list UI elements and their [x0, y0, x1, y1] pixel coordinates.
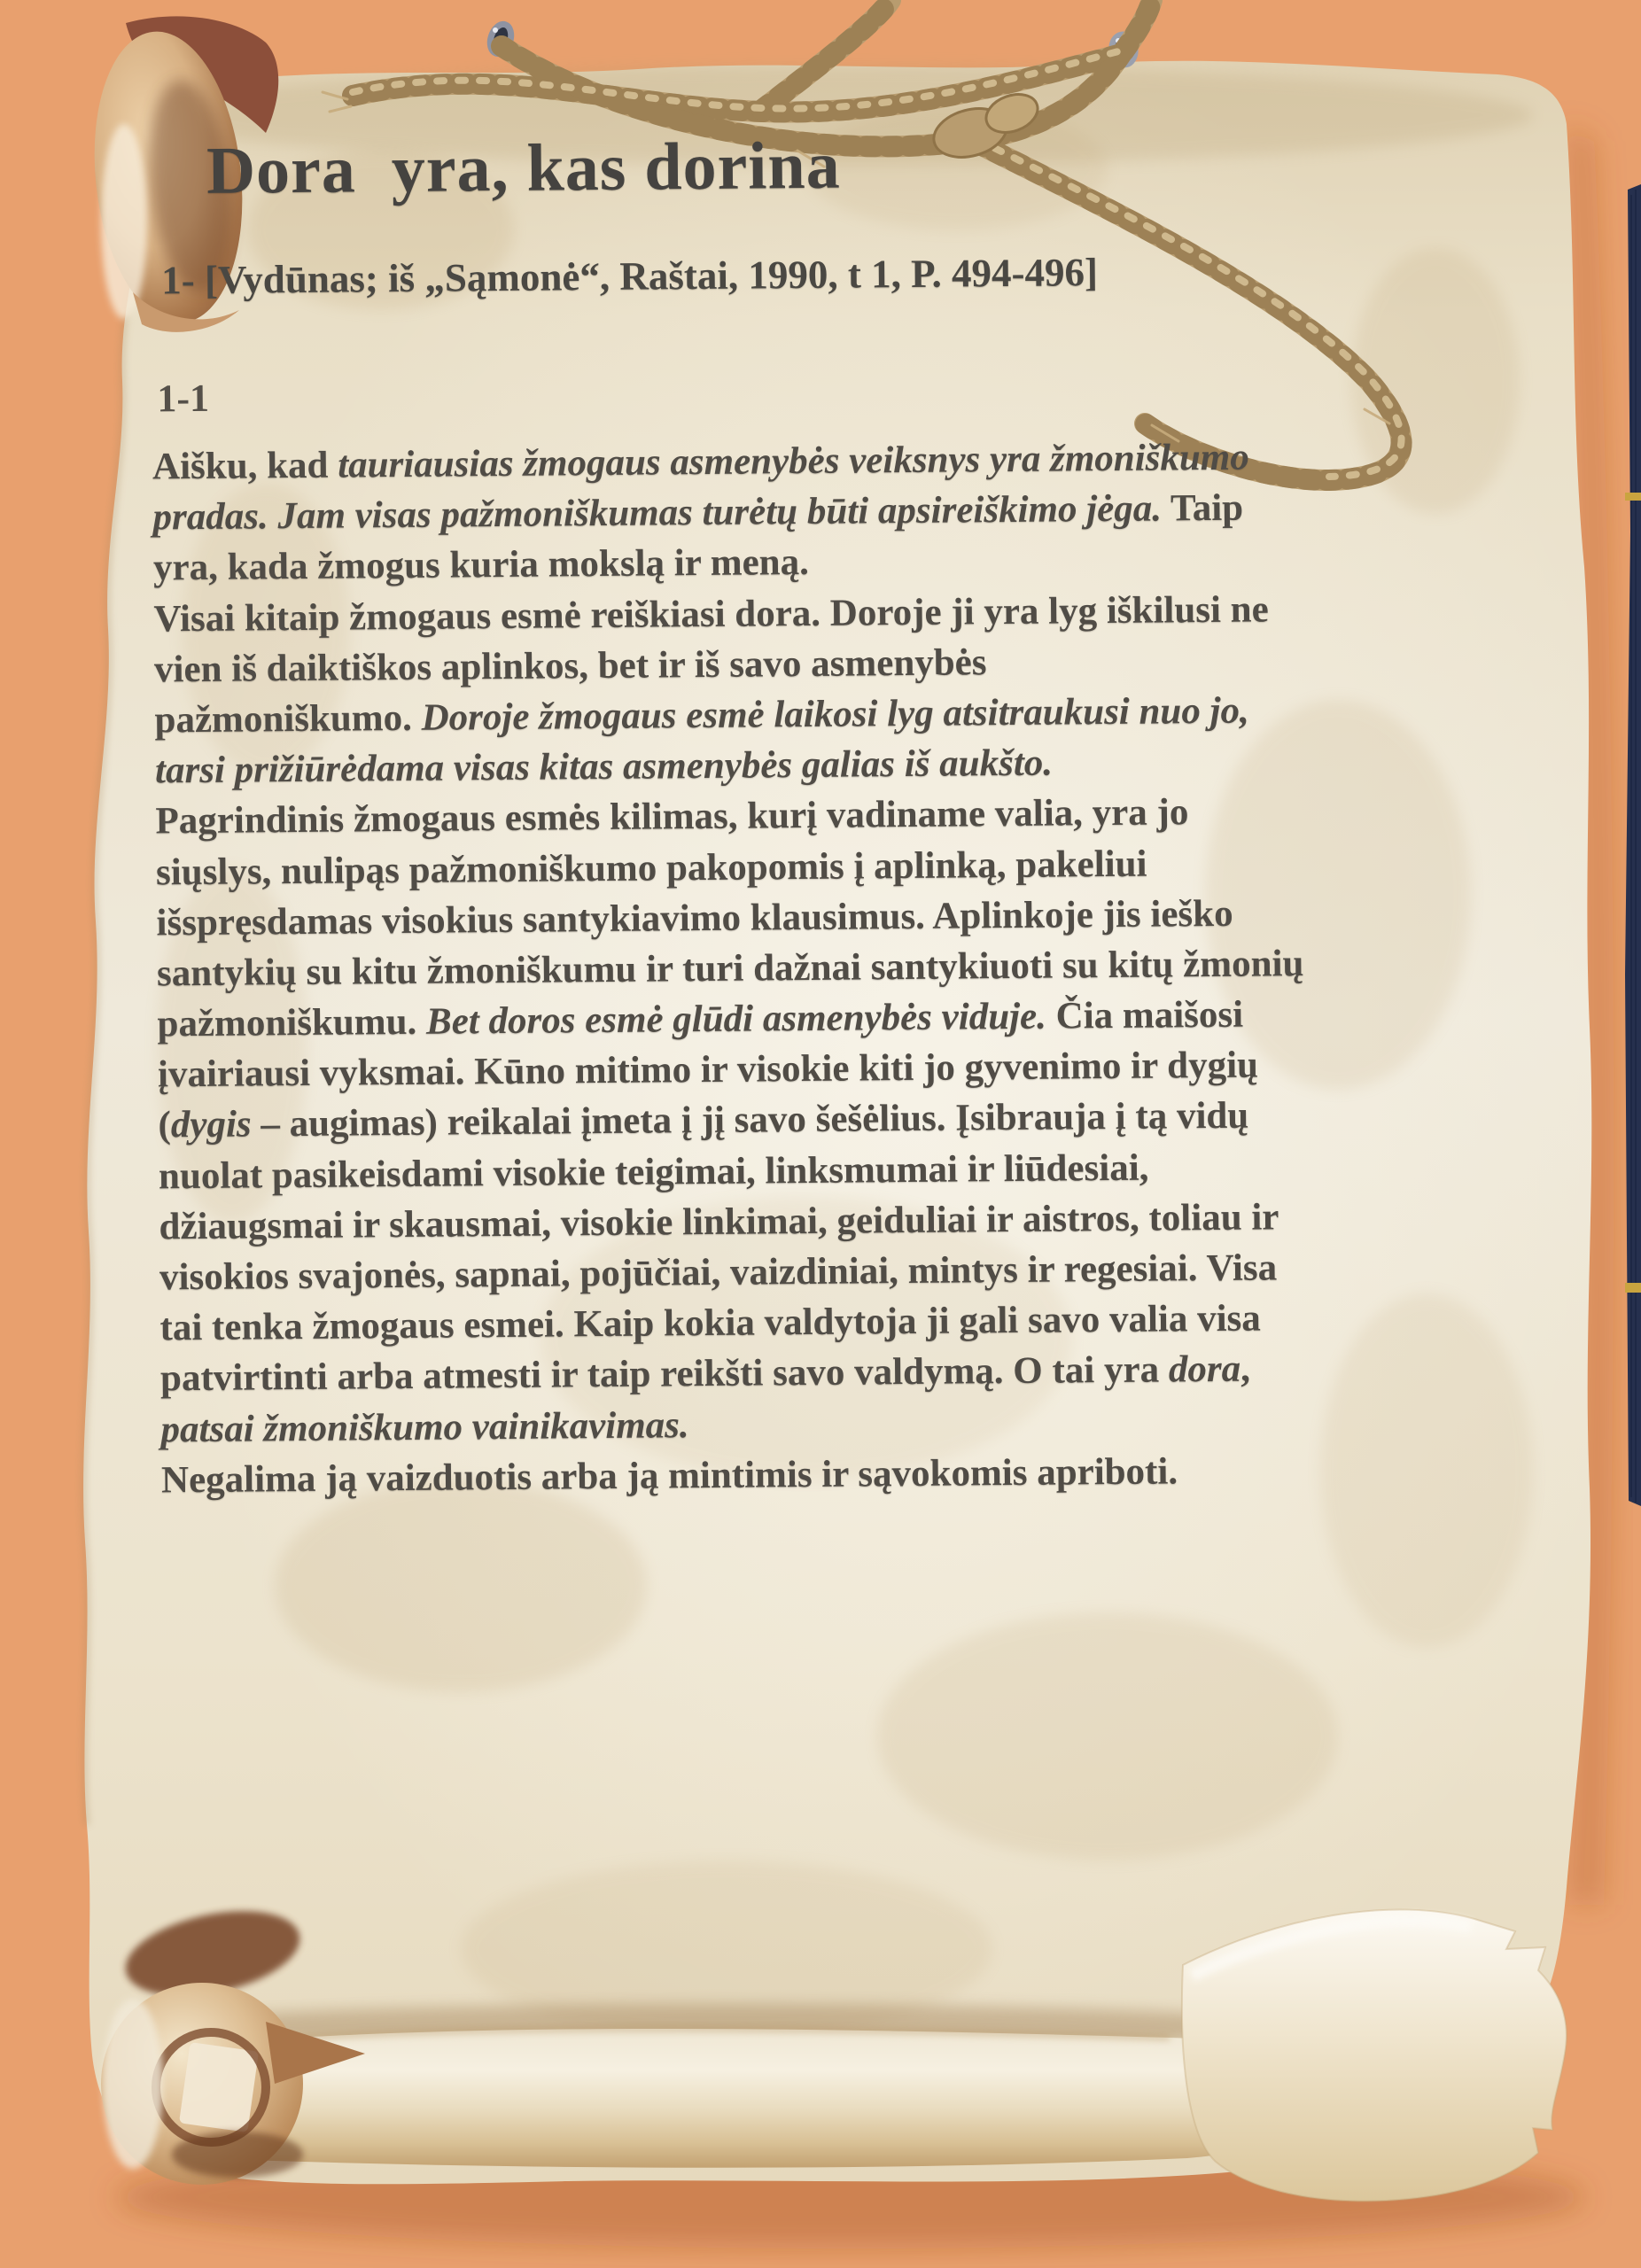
text-line: pažmoniškumu. Bet doros esmė glūdi asmenybės viduje. Čia maišosi: [157, 993, 1244, 1045]
text-line: yra, kada žmogus kuria mokslą ir meną.: [152, 541, 810, 589]
page-title: Dora yra, kas dorina: [206, 128, 842, 208]
text-line: pradas. Jam visas pažmoniškumas turėtų būti apsireiškimo jėga. Taip: [152, 486, 1244, 539]
text-line: įvairiausi vyksmai. Kūno mitimo ir visokie kiti jo gyvenimo ir dygių: [157, 1044, 1259, 1096]
text-line: siųslys, nulipąs pažmoniškumo pakopomis į aplinką, pakeliui: [155, 843, 1147, 893]
text-line: Pagrindinis žmogaus esmės kilimas, kurį vadiname valia, yra jo: [155, 791, 1189, 843]
text-line: nuolat pasikeisdami visokie teigimai, linksmumai ir liūdesiai,: [158, 1146, 1149, 1198]
text-line: (dygis – augimas) reikalai įmeta į jį savo šešėlius. Įsibrauja į tą vidų: [158, 1095, 1249, 1146]
text-line: santykių su kitu žmoniškumu ir turi dažnai santykiuoti su kitų žmonių: [156, 942, 1304, 995]
text-line: džiaugsmai ir skausmai, visokie linkimai, geiduliai ir aistros, toliau ir: [159, 1196, 1279, 1248]
text-line: išspręsdamas visokius santykiavimo klausimus. Aplinkoje jis ieško: [156, 892, 1233, 944]
text-line: pažmoniškumo. Doroje žmogaus esmė laikosi lyg atsitraukusi nuo jo,: [154, 689, 1249, 742]
text-line: patvirtinti arba atmesti ir taip reikšti savo valdymą. O tai yra dora,: [159, 1348, 1251, 1400]
text-line: Negalima ją vaizduotis arba ją mintimis ir sąvokomis apriboti.: [160, 1450, 1178, 1502]
section-number: 1-1: [157, 376, 210, 421]
text-line: visokios svajonės, sapnai, pojūčiai, vaizdiniai, mintys ir regesiai. Visa: [159, 1247, 1278, 1299]
text-line: tarsi prižiūrėdama visas kitas asmenybės galias iš aukšto.: [154, 742, 1054, 792]
text-line: Visai kitaip žmogaus esmė reiškiasi dora. Doroje ji yra lyg iškilusi ne: [153, 587, 1269, 640]
text-line: Aišku, kad tauriausias žmogaus asmenybės veiksnys yra žmoniškumo: [152, 436, 1249, 488]
text-line: patsai žmoniškumo vainikavimas.: [160, 1403, 689, 1450]
body-text: [152, 430, 1544, 1506]
text-line: vien iš daiktiškos aplinkos, bet ir iš savo asmenybės: [153, 641, 987, 691]
text-line: tai tenka žmogaus esmei. Kaip kokia valdytoja ji gali savo valia visa: [159, 1297, 1261, 1349]
citation-line: 1- [Vydūnas; iš „Sąmonė“, Raštai, 1990, t 1, P. 494-496]: [161, 250, 1099, 303]
